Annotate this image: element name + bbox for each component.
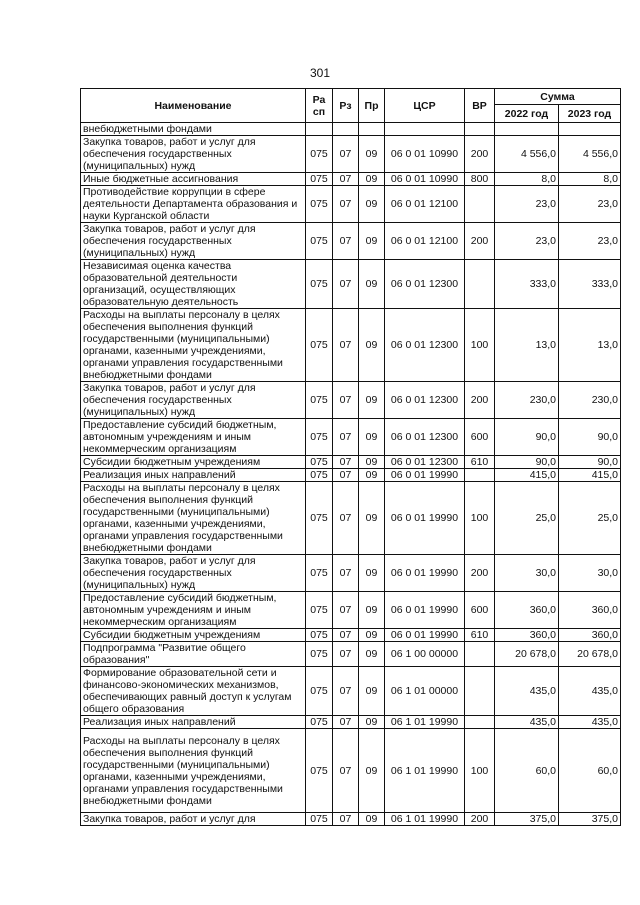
cell-pr: 09 <box>359 419 385 456</box>
header-rasp: Ра сп <box>306 89 333 123</box>
cell-rasp: 075 <box>306 469 333 482</box>
cell-rasp: 075 <box>306 223 333 260</box>
table-row <box>81 555 621 592</box>
cell-vr <box>465 186 495 223</box>
cell-rasp: 075 <box>306 555 333 592</box>
table-row <box>81 667 621 716</box>
table-row <box>81 173 621 186</box>
cell-name: Закупка товаров, работ и услуг для обеспечения государственных (муниципальных) нужд <box>81 382 306 419</box>
cell-csr: 06 0 01 19990 <box>385 592 465 629</box>
cell-rasp: 075 <box>306 382 333 419</box>
cell-vr: 200 <box>465 223 495 260</box>
cell-vr <box>465 667 495 716</box>
cell-csr: 06 0 01 12300 <box>385 419 465 456</box>
cell-csr <box>385 123 465 136</box>
cell-vr: 600 <box>465 592 495 629</box>
cell-2022: 230,0 <box>495 382 559 419</box>
table-row <box>81 482 621 555</box>
cell-rz: 07 <box>333 667 359 716</box>
cell-vr: 610 <box>465 456 495 469</box>
cell-2022: 435,0 <box>495 667 559 716</box>
cell-pr: 09 <box>359 223 385 260</box>
cell-vr: 800 <box>465 173 495 186</box>
cell-2022 <box>495 123 559 136</box>
cell-pr: 09 <box>359 186 385 223</box>
cell-rz: 07 <box>333 592 359 629</box>
cell-pr: 09 <box>359 629 385 642</box>
table-row <box>81 260 621 309</box>
cell-rasp: 075 <box>306 642 333 667</box>
cell-rasp: 075 <box>306 136 333 173</box>
cell-rasp: 075 <box>306 592 333 629</box>
table-row <box>81 592 621 629</box>
table-row <box>81 456 621 469</box>
cell-name: Предоставление субсидий бюджетным, автономным учреждениям и иным некоммерческим организациям <box>81 592 306 629</box>
cell-2022: 30,0 <box>495 555 559 592</box>
cell-rasp: 075 <box>306 813 333 826</box>
cell-2023: 360,0 <box>559 592 621 629</box>
cell-csr: 06 1 01 19990 <box>385 716 465 729</box>
cell-2022: 90,0 <box>495 456 559 469</box>
cell-name: Иные бюджетные ассигнования <box>81 173 306 186</box>
table-row <box>81 629 621 642</box>
cell-pr: 09 <box>359 382 385 419</box>
table-header <box>81 89 621 123</box>
cell-vr: 100 <box>465 309 495 382</box>
cell-2023: 230,0 <box>559 382 621 419</box>
cell-2022: 23,0 <box>495 186 559 223</box>
cell-name: Независимая оценка качества образовательной деятельности организаций, осуществляющих образовательную деятельность <box>81 260 306 309</box>
cell-rz: 07 <box>333 223 359 260</box>
cell-vr: 200 <box>465 136 495 173</box>
table-row <box>81 419 621 456</box>
cell-2022: 333,0 <box>495 260 559 309</box>
cell-pr: 09 <box>359 136 385 173</box>
cell-csr: 06 0 01 19990 <box>385 469 465 482</box>
table-row <box>81 729 621 813</box>
cell-rasp: 075 <box>306 173 333 186</box>
cell-rz: 07 <box>333 642 359 667</box>
cell-vr: 100 <box>465 482 495 555</box>
cell-2022: 60,0 <box>495 729 559 813</box>
cell-2023: 23,0 <box>559 186 621 223</box>
cell-name: Закупка товаров, работ и услуг для обеспечения государственных (муниципальных) нужд <box>81 555 306 592</box>
cell-pr: 09 <box>359 716 385 729</box>
cell-2023: 4 556,0 <box>559 136 621 173</box>
cell-rz: 07 <box>333 813 359 826</box>
cell-vr: 200 <box>465 382 495 419</box>
cell-name: Расходы на выплаты персоналу в целях обеспечения выполнения функций государственными (муниципальными) органами, казенными учреждениями, органами управления государственными внебюджетными фондами <box>81 482 306 555</box>
cell-rz: 07 <box>333 729 359 813</box>
cell-csr: 06 0 01 12300 <box>385 382 465 419</box>
cell-2023: 8,0 <box>559 173 621 186</box>
cell-name: Реализация иных направлений <box>81 716 306 729</box>
cell-2022: 13,0 <box>495 309 559 382</box>
table-row <box>81 469 621 482</box>
cell-csr: 06 0 01 10990 <box>385 136 465 173</box>
cell-csr: 06 0 01 19990 <box>385 555 465 592</box>
header-vr: ВР <box>465 89 495 123</box>
cell-rz: 07 <box>333 173 359 186</box>
cell-name: Расходы на выплаты персоналу в целях обеспечения выполнения функций государственными (муниципальными) органами, казенными учреждениями, органами управления государственными внебюджетными фондами <box>81 309 306 382</box>
cell-rz: 07 <box>333 382 359 419</box>
cell-csr: 06 0 01 12300 <box>385 260 465 309</box>
cell-rasp: 075 <box>306 419 333 456</box>
cell-pr: 09 <box>359 456 385 469</box>
cell-rz: 07 <box>333 555 359 592</box>
cell-csr: 06 0 01 10990 <box>385 173 465 186</box>
cell-csr: 06 1 01 19990 <box>385 813 465 826</box>
table-row <box>81 309 621 382</box>
cell-pr: 09 <box>359 729 385 813</box>
cell-rz: 07 <box>333 456 359 469</box>
cell-pr: 09 <box>359 482 385 555</box>
table-row <box>81 136 621 173</box>
cell-rz: 07 <box>333 419 359 456</box>
cell-2022: 360,0 <box>495 629 559 642</box>
cell-pr: 09 <box>359 260 385 309</box>
cell-name: Предоставление субсидий бюджетным, автономным учреждениям и иным некоммерческим организациям <box>81 419 306 456</box>
cell-rasp: 075 <box>306 729 333 813</box>
cell-vr: 100 <box>465 729 495 813</box>
cell-pr: 09 <box>359 555 385 592</box>
table-row <box>81 123 621 136</box>
cell-2023: 375,0 <box>559 813 621 826</box>
cell-rz: 07 <box>333 309 359 382</box>
cell-csr: 06 0 01 12100 <box>385 223 465 260</box>
cell-rasp: 075 <box>306 667 333 716</box>
cell-2022: 435,0 <box>495 716 559 729</box>
cell-rasp: 075 <box>306 629 333 642</box>
cell-name: Подпрограмма "Развитие общего образования" <box>81 642 306 667</box>
cell-vr: 200 <box>465 813 495 826</box>
cell-rasp <box>306 123 333 136</box>
cell-2023: 20 678,0 <box>559 642 621 667</box>
cell-pr: 09 <box>359 813 385 826</box>
cell-rasp: 075 <box>306 482 333 555</box>
cell-2023: 25,0 <box>559 482 621 555</box>
table-row <box>81 382 621 419</box>
table-row <box>81 716 621 729</box>
cell-2023: 333,0 <box>559 260 621 309</box>
header-year-2023: 2023 год <box>559 105 621 123</box>
cell-csr: 06 1 01 19990 <box>385 729 465 813</box>
table-row <box>81 813 621 826</box>
cell-rasp: 075 <box>306 309 333 382</box>
cell-rz <box>333 123 359 136</box>
cell-2022: 23,0 <box>495 223 559 260</box>
cell-pr: 09 <box>359 173 385 186</box>
cell-2023: 415,0 <box>559 469 621 482</box>
cell-rasp: 075 <box>306 456 333 469</box>
cell-2023: 13,0 <box>559 309 621 382</box>
cell-2023: 30,0 <box>559 555 621 592</box>
cell-vr <box>465 123 495 136</box>
header-year-2022: 2022 год <box>495 105 559 123</box>
cell-2022: 25,0 <box>495 482 559 555</box>
cell-vr <box>465 260 495 309</box>
cell-rz: 07 <box>333 136 359 173</box>
header-sum: Сумма <box>495 89 621 105</box>
cell-2023: 60,0 <box>559 729 621 813</box>
cell-rz: 07 <box>333 629 359 642</box>
cell-2022: 8,0 <box>495 173 559 186</box>
cell-name: Закупка товаров, работ и услуг для <box>81 813 306 826</box>
cell-rasp: 075 <box>306 260 333 309</box>
cell-name: Расходы на выплаты персоналу в целях обеспечения выполнения функций государственными (муниципальными) органами, казенными учреждениями, органами управления государственными внебюджетными фондами <box>81 729 306 813</box>
cell-pr: 09 <box>359 642 385 667</box>
cell-name: Формирование образовательной сети и финансово-экономических механизмов, обеспечивающих равный доступ к услугам общего образования <box>81 667 306 716</box>
cell-2023: 23,0 <box>559 223 621 260</box>
header-pr: Пр <box>359 89 385 123</box>
cell-name: Закупка товаров, работ и услуг для обеспечения государственных (муниципальных) нужд <box>81 223 306 260</box>
cell-vr <box>465 716 495 729</box>
cell-2022: 375,0 <box>495 813 559 826</box>
cell-csr: 06 0 01 12300 <box>385 456 465 469</box>
cell-vr: 600 <box>465 419 495 456</box>
cell-pr: 09 <box>359 309 385 382</box>
cell-pr: 09 <box>359 667 385 716</box>
table-row <box>81 642 621 667</box>
cell-rasp: 075 <box>306 186 333 223</box>
cell-csr: 06 1 01 00000 <box>385 667 465 716</box>
cell-2022: 415,0 <box>495 469 559 482</box>
cell-2022: 20 678,0 <box>495 642 559 667</box>
cell-name: внебюджетными фондами <box>81 123 306 136</box>
table-row <box>81 223 621 260</box>
cell-vr <box>465 469 495 482</box>
cell-rz: 07 <box>333 186 359 223</box>
cell-2022: 360,0 <box>495 592 559 629</box>
cell-csr: 06 0 01 12300 <box>385 309 465 382</box>
cell-vr <box>465 642 495 667</box>
cell-rz: 07 <box>333 260 359 309</box>
cell-pr <box>359 123 385 136</box>
cell-pr: 09 <box>359 469 385 482</box>
cell-vr: 610 <box>465 629 495 642</box>
cell-name: Субсидии бюджетным учреждениям <box>81 629 306 642</box>
cell-2022: 4 556,0 <box>495 136 559 173</box>
cell-pr: 09 <box>359 592 385 629</box>
cell-csr: 06 1 00 00000 <box>385 642 465 667</box>
header-name: Наименование <box>81 89 306 123</box>
cell-rz: 07 <box>333 716 359 729</box>
cell-vr: 200 <box>465 555 495 592</box>
page-number: 301 <box>309 66 331 80</box>
cell-csr: 06 0 01 12100 <box>385 186 465 223</box>
cell-2023: 90,0 <box>559 456 621 469</box>
cell-rasp: 075 <box>306 716 333 729</box>
cell-rz: 07 <box>333 482 359 555</box>
budget-table <box>80 88 621 826</box>
cell-2023: 90,0 <box>559 419 621 456</box>
cell-name: Реализация иных направлений <box>81 469 306 482</box>
table-body <box>81 123 621 826</box>
cell-name: Субсидии бюджетным учреждениям <box>81 456 306 469</box>
cell-rz: 07 <box>333 469 359 482</box>
cell-name: Противодействие коррупции в сфере деятельности Департамента образования и науки Курганской области <box>81 186 306 223</box>
cell-2023 <box>559 123 621 136</box>
cell-2023: 435,0 <box>559 667 621 716</box>
cell-csr: 06 0 01 19990 <box>385 482 465 555</box>
cell-name: Закупка товаров, работ и услуг для обеспечения государственных (муниципальных) нужд <box>81 136 306 173</box>
table-row <box>81 186 621 223</box>
cell-csr: 06 0 01 19990 <box>385 629 465 642</box>
header-csr: ЦСР <box>385 89 465 123</box>
cell-2023: 435,0 <box>559 716 621 729</box>
cell-2022: 90,0 <box>495 419 559 456</box>
header-rz: Рз <box>333 89 359 123</box>
cell-2023: 360,0 <box>559 629 621 642</box>
